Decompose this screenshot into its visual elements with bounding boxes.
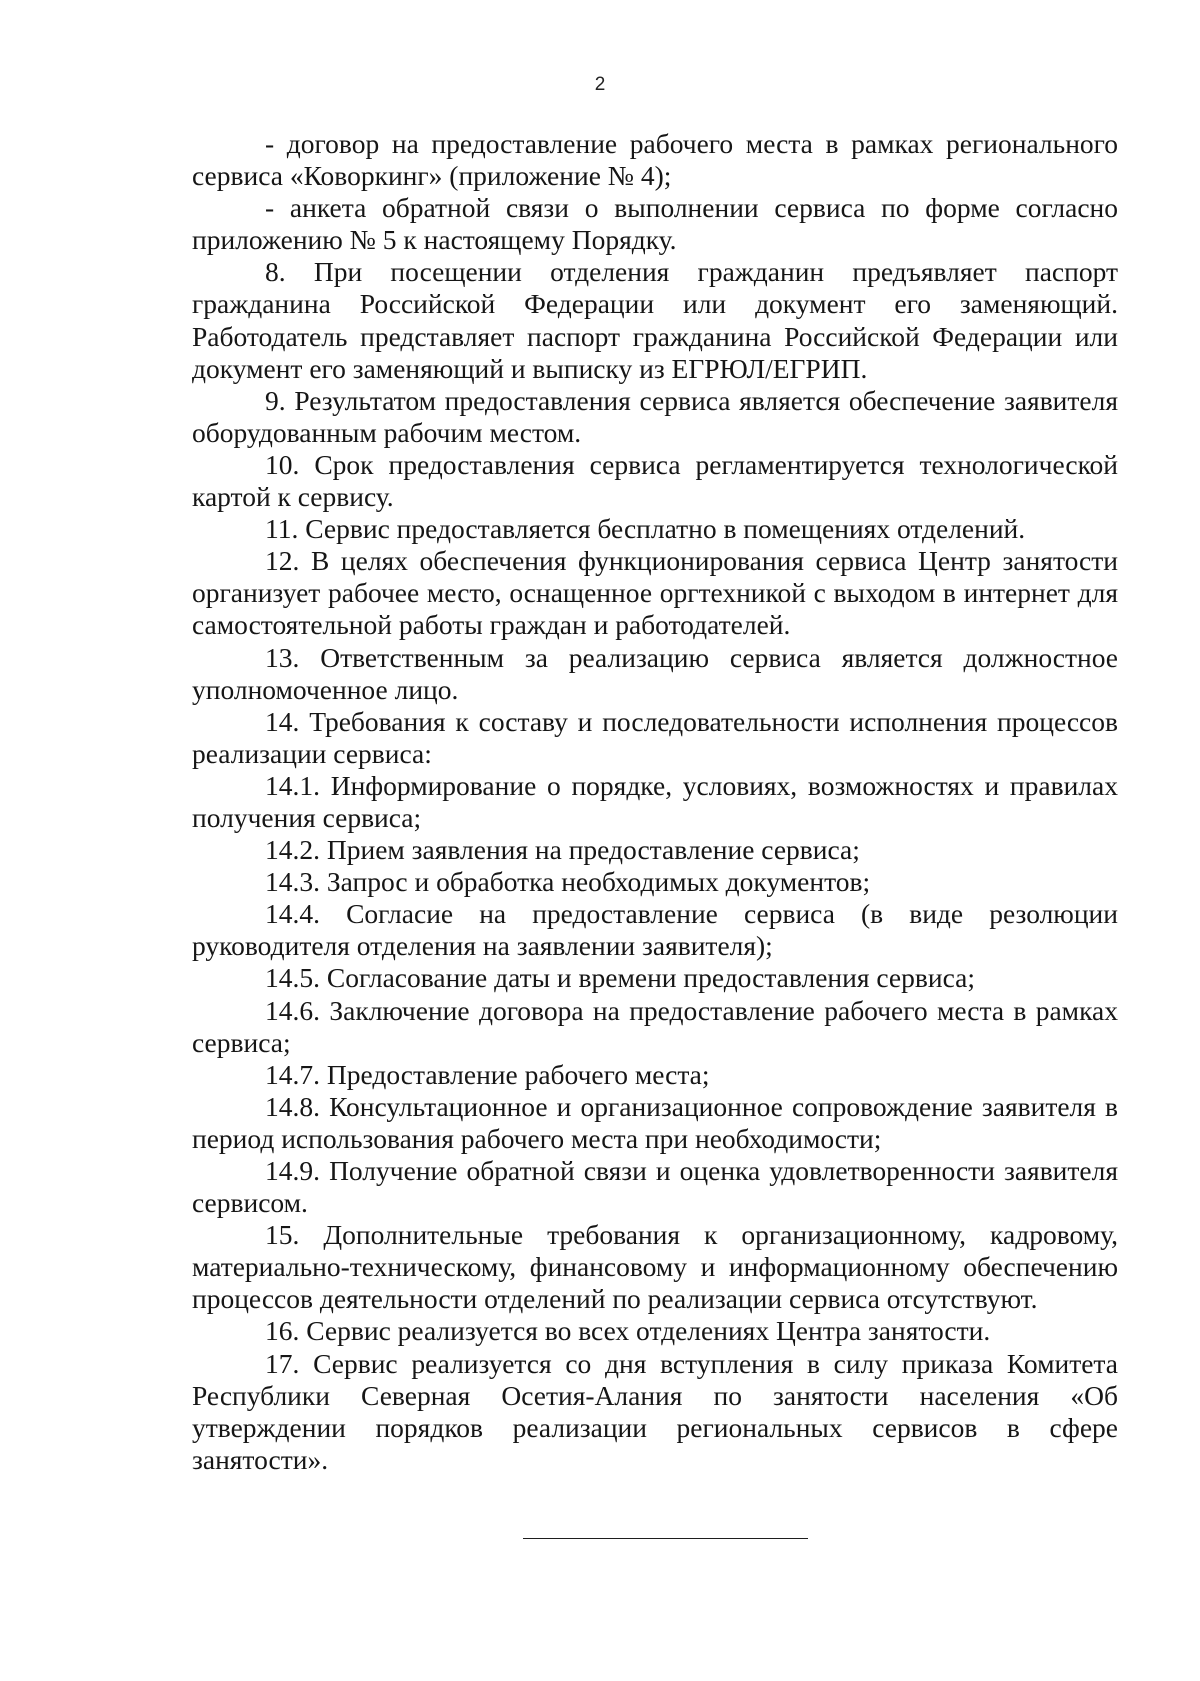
- paragraph-feedback-form: - анкета обратной связи о выполнении сервиса по форме согласно приложению № 5 к настоящему Порядку.: [192, 192, 1118, 256]
- paragraph-15: 15. Дополнительные требования к организационному, кадровому, материально-техническому, финансовому и информационному обеспечению процессов деятельности отделений по реализации сервиса отсутствуют.: [192, 1219, 1118, 1315]
- paragraph-17: 17. Сервис реализуется со дня вступления в силу приказа Комитета Республики Северная Осетия-Алания по занятости населения «Об утверждении порядков реализации региональных сервисов в сфере занятости».: [192, 1347, 1118, 1475]
- paragraph-14-7: 14.7. Предоставление рабочего места;: [265, 1058, 710, 1090]
- paragraph-14-3: 14.3. Запрос и обработка необходимых документов;: [265, 866, 871, 898]
- paragraph-14-5: 14.5. Согласование даты и времени предоставления сервиса;: [265, 962, 975, 994]
- paragraph-14-2: 14.2. Прием заявления на предоставление сервиса;: [265, 834, 860, 866]
- paragraph-coworking-contract: - договор на предоставление рабочего места в рамках регионального сервиса «Коворкинг» (приложение № 4);: [192, 128, 1118, 192]
- paragraph-9: 9. Результатом предоставления сервиса является обеспечение заявителя оборудованным рабочим местом.: [192, 384, 1118, 448]
- paragraph-14-4: 14.4. Согласие на предоставление сервиса (в виде резолюции руководителя отделения на заявлении заявителя);: [192, 898, 1118, 962]
- paragraph-14-8: 14.8. Консультационное и организационное сопровождение заявителя в период использования рабочего места при необходимости;: [192, 1090, 1118, 1154]
- page-number: 2: [594, 74, 606, 95]
- paragraph-14-9: 14.9. Получение обратной связи и оценка удовлетворенности заявителя сервисом.: [192, 1155, 1118, 1219]
- paragraph-11: 11. Сервис предоставляется бесплатно в помещениях отделений.: [265, 513, 1026, 545]
- paragraph-14-6: 14.6. Заключение договора на предоставление рабочего места в рамках сервиса;: [192, 994, 1118, 1058]
- paragraph-10: 10. Срок предоставления сервиса регламентируется технологической картой к сервису.: [192, 448, 1118, 513]
- paragraph-12: 12. В целях обеспечения функционирования сервиса Центр занятости организует рабочее место, оснащенное оргтехникой с выходом в интернет для самостоятельной работы граждан и работодателей.: [192, 545, 1118, 641]
- paragraph-14-1: 14.1. Информирование о порядке, условиях, возможностях и правилах получения сервиса;: [192, 769, 1118, 833]
- document-body: [192, 128, 1118, 1476]
- paragraph-16: 16. Сервис реализуется во всех отделениях Центра занятости.: [265, 1315, 991, 1347]
- paragraph-8: 8. При посещении отделения гражданин предъявляет паспорт гражданина Российской Федерации или документ его заменяющий. Работодатель представляет паспорт гражданина Российской Федерации или документ его заменяющий и выписку из ЕГРЮЛ/ЕГРИП.: [192, 256, 1118, 384]
- paragraph-13: 13. Ответственным за реализацию сервиса является должностное уполномоченное лицо.: [192, 641, 1118, 705]
- end-of-document-rule: [523, 1538, 808, 1539]
- paragraph-14: 14. Требования к составу и последовательности исполнения процессов реализации сервиса:: [192, 705, 1118, 769]
